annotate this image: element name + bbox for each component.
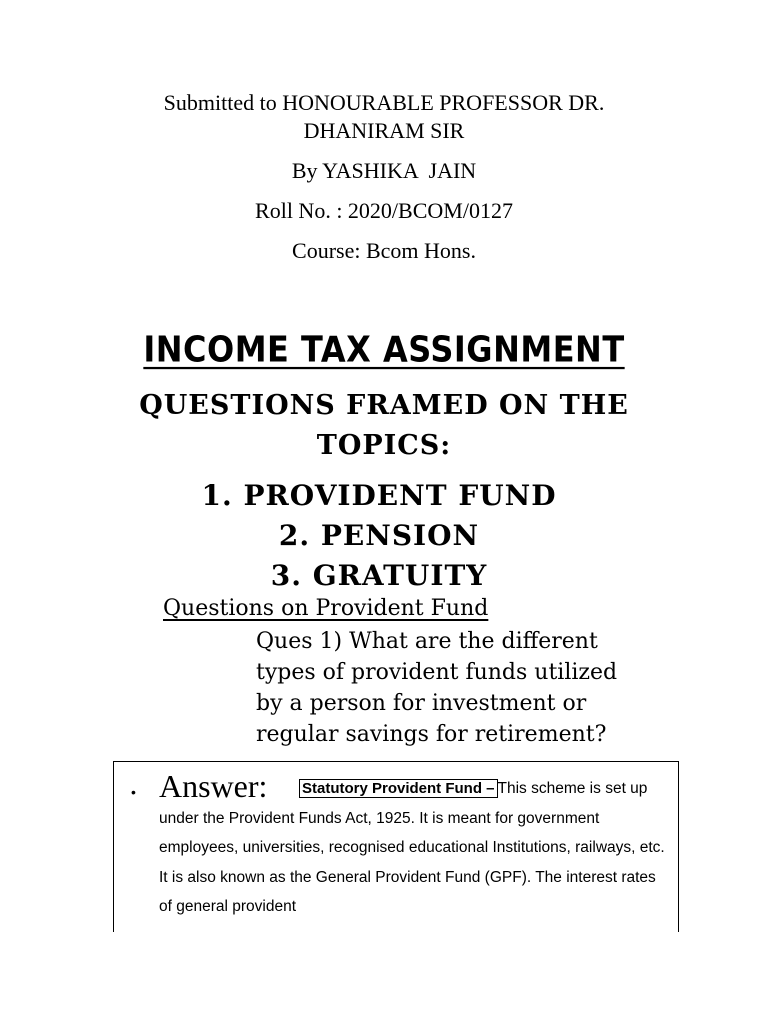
question-line: types of provident funds utilized <box>256 660 618 685</box>
question-1 <box>256 626 756 750</box>
topic-item-provident-fund: 1. PROVIDENT FUND <box>201 479 557 512</box>
roll-number-line: Roll No. : 2020/BCOM/0127 <box>255 198 513 223</box>
course-line: Course: Bcom Hons. <box>292 238 476 263</box>
topic-item-pension: 2. PENSION <box>278 519 480 552</box>
document-title-text: INCOME TAX ASSIGNMENT <box>143 327 625 371</box>
answer-label: Answer: <box>159 768 268 804</box>
answer-box <box>113 761 679 932</box>
question-line: by a person for investment or <box>256 691 587 716</box>
answer-text-rest: set up under the Provident Funds Act, 1925. It is meant for government employees, universities, recognised educational Institutions, railways, etc. It is also known as the General Provident Fund (GPF). The interest rates of general provident <box>159 780 665 915</box>
author-line: By YASHIKA JAIN <box>291 158 477 183</box>
submitted-to-line-1: Submitted to HONOURABLE PROFESSOR DR. <box>163 90 605 115</box>
question-line: regular savings for retirement? <box>256 722 607 747</box>
subtitle-line-2: TOPICS: <box>316 430 452 461</box>
document-title <box>0 328 768 371</box>
submitted-to-line-2: DHANIRAM SIR <box>303 118 465 143</box>
topic-item-gratuity: 3. GRATUITY <box>270 559 488 592</box>
section-heading: Questions on Provident Fund <box>163 596 489 621</box>
question-line: Ques 1) What are the different <box>256 629 598 654</box>
answer-text <box>159 774 669 922</box>
subtitle-line-1: QUESTIONS FRAMED ON THE <box>139 390 629 421</box>
bullet-icon: • <box>131 784 136 800</box>
answer-text-first: This scheme is <box>497 780 601 797</box>
statutory-provident-fund-term: Statutory Provident Fund – <box>299 779 498 798</box>
